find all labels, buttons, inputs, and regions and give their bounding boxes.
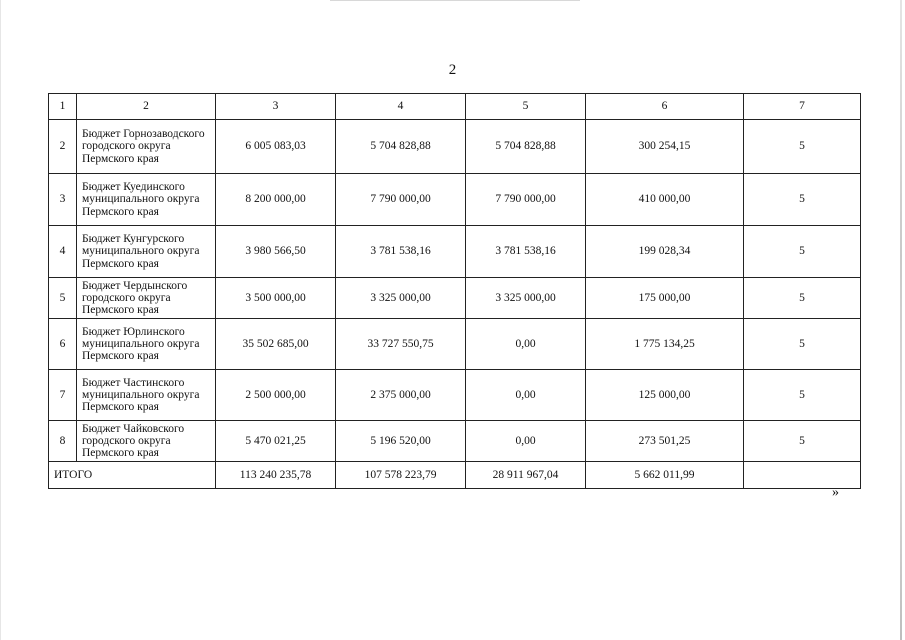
value-col7: 5 [744,319,861,370]
scan-edge-top [330,0,580,1]
value-col4: 3 325 000,00 [336,278,466,319]
value-col7: 5 [744,120,861,174]
value-col5: 5 704 828,88 [466,120,586,174]
row-number: 4 [49,226,77,278]
value-col5: 0,00 [466,319,586,370]
scan-edge-right [900,0,902,640]
total-row [49,462,861,489]
table-row [49,319,861,370]
row-number: 3 [49,174,77,226]
total-col3: 113 240 235,78 [216,462,336,489]
table-row [49,421,861,462]
value-col4: 33 727 550,75 [336,319,466,370]
budget-name: Бюджет Чайковского городского округа Пермского края [77,421,216,462]
value-col7: 5 [744,421,861,462]
header-cell: 6 [586,94,744,120]
value-col5: 0,00 [466,370,586,421]
value-col4: 5 196 520,00 [336,421,466,462]
total-col6: 5 662 011,99 [586,462,744,489]
value-col3: 2 500 000,00 [216,370,336,421]
value-col6: 199 028,34 [586,226,744,278]
value-col4: 2 375 000,00 [336,370,466,421]
value-col6: 175 000,00 [586,278,744,319]
value-col6: 300 254,15 [586,120,744,174]
value-col7: 5 [744,370,861,421]
value-col7: 5 [744,278,861,319]
value-col7: 5 [744,174,861,226]
table-row [49,120,861,174]
budget-table [48,93,861,489]
value-col7: 5 [744,226,861,278]
row-number: 7 [49,370,77,421]
table-header-row [49,94,861,120]
header-cell: 2 [77,94,216,120]
header-cell: 4 [336,94,466,120]
value-col5: 3 781 538,16 [466,226,586,278]
value-col4: 5 704 828,88 [336,120,466,174]
value-col5: 7 790 000,00 [466,174,586,226]
row-number: 8 [49,421,77,462]
page-number: 2 [448,62,457,78]
row-number: 5 [49,278,77,319]
table-row [49,174,861,226]
value-col3: 5 470 021,25 [216,421,336,462]
value-col4: 7 790 000,00 [336,174,466,226]
header-cell: 5 [466,94,586,120]
value-col6: 1 775 134,25 [586,319,744,370]
total-label: ИТОГО [49,462,216,489]
value-col3: 6 005 083,03 [216,120,336,174]
value-col3: 3 980 566,50 [216,226,336,278]
budget-name: Бюджет Горнозаводского городского округа Пермского края [77,120,216,174]
total-col5: 28 911 967,04 [466,462,586,489]
value-col4: 3 781 538,16 [336,226,466,278]
header-cell: 1 [49,94,77,120]
value-col3: 8 200 000,00 [216,174,336,226]
value-col3: 3 500 000,00 [216,278,336,319]
closing-quote: » [832,485,839,500]
scan-edge-left [0,0,1,640]
value-col6: 410 000,00 [586,174,744,226]
budget-name: Бюджет Чердынского городского округа Пермского края [77,278,216,319]
value-col3: 35 502 685,00 [216,319,336,370]
table-row [49,226,861,278]
table-row [49,370,861,421]
table-row [49,278,861,319]
header-cell: 3 [216,94,336,120]
budget-name: Бюджет Частинского муниципального округа Пермского края [77,370,216,421]
header-cell: 7 [744,94,861,120]
row-number: 6 [49,319,77,370]
budget-name: Бюджет Куединского муниципального округа Пермского края [77,174,216,226]
value-col6: 125 000,00 [586,370,744,421]
budget-name: Бюджет Кунгурского муниципального округа Пермского края [77,226,216,278]
total-col7 [744,462,861,489]
row-number: 2 [49,120,77,174]
total-col4: 107 578 223,79 [336,462,466,489]
value-col5: 0,00 [466,421,586,462]
value-col5: 3 325 000,00 [466,278,586,319]
value-col6: 273 501,25 [586,421,744,462]
budget-name: Бюджет Юрлинского муниципального округа Пермского края [77,319,216,370]
